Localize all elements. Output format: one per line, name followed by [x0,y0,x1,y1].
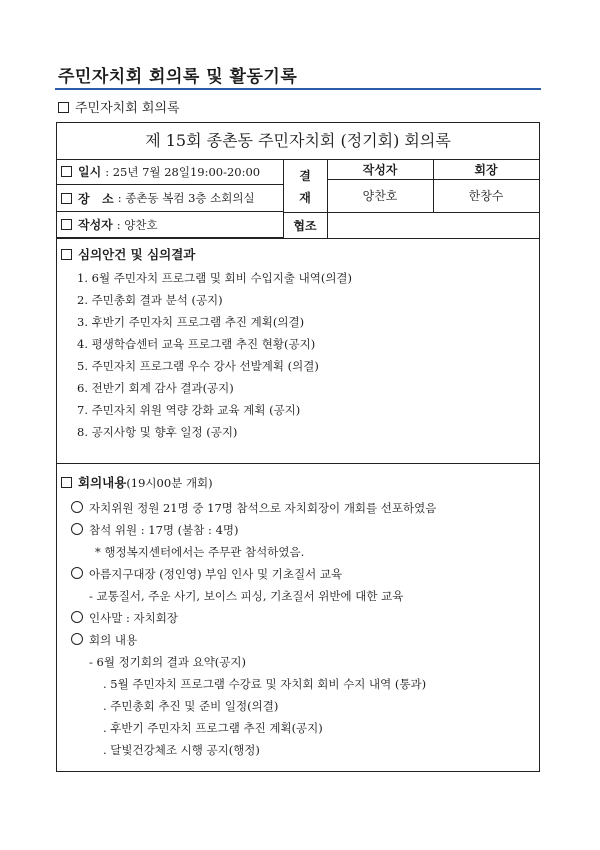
agenda-heading-label: 심의안건 및 심의결과 [78,247,196,262]
content-line [103,698,278,714]
approval-writer-name: 양찬호 [362,189,398,203]
approval-col-chair: 회장 [474,162,498,177]
content-line-text: - 6월 정기회의 결과 요약(공지) [89,655,246,669]
content-line [103,720,323,736]
approval-chair-name: 한창수 [468,189,504,203]
content-line-text: . 후반기 주민자치 프로그램 추진 계획(공지) [103,721,323,735]
content-heading [61,473,213,491]
circle-bullet-icon [71,567,83,579]
agenda-item: 7. 주민자치 위원 역량 강화 교육 계획 (공지) [77,403,301,417]
content-line [89,588,403,604]
content-heading-sub: (19시00분 개회) [126,476,213,490]
content-line [71,632,137,648]
content-line [71,610,178,626]
date-row [57,159,283,185]
content-line-text: * 행정복지센터에서는 주무관 참석하였음. [95,545,305,559]
date-value: : 25년 7월 28일19:00-20:00 [105,164,261,179]
writer-row [57,212,283,238]
content-line-text: . 5월 주민자치 프로그램 수강료 및 자치회 회비 수지 내역 (통과) [103,677,427,691]
content-line [71,566,342,582]
circle-bullet-icon [71,611,83,623]
content-line-text: 자치위원 정원 21명 중 17명 참석으로 자치회장이 개회를 선포하였음 [89,501,437,515]
content-line-text: . 달빛건강체조 시행 공지(행정) [103,743,260,757]
place-label: 장 소 [78,191,114,206]
content-heading-label: 회의내용 [78,475,127,490]
grid-line [57,238,539,239]
content-line-text: 아름지구대장 (정인영) 부임 인사 및 기초질서 교육 [89,567,343,581]
title-underline [55,88,541,90]
content-line-text: 참석 위원 : 17명 (불참 : 4명) [89,523,239,537]
content-line [71,522,238,538]
agenda-item: 4. 평생학습센터 교육 프로그램 추진 현황(공지) [77,337,316,351]
writer-label: 작성자 [78,218,113,232]
approval-label-top: 결 [299,168,311,183]
place-value: : 종촌동 복컴 3층 소회의실 [117,191,255,205]
approval-label-bottom: 재 [299,190,311,205]
checkbox-square-icon [61,166,72,177]
content-line-text: - 교통질서, 주운 사기, 보이스 피싱, 기초질서 위반에 대한 교육 [89,589,404,603]
agenda-item: 6. 전반기 회계 감사 결과(공지) [77,381,234,395]
page-title: 주민자치회 회의록 및 활동기록 [58,67,298,87]
agenda-item: 5. 주민자치 프로그램 우수 강사 선발계획 (의결) [77,359,319,373]
agenda-heading [61,245,195,263]
agenda-item: 8. 공지사항 및 향후 일정 (공지) [77,425,238,439]
section-heading [58,97,180,116]
agenda-item: 1. 6월 주민자치 프로그램 및 회비 수입지출 내역(의결) [77,271,353,285]
minutes-form [56,122,540,772]
checkbox-square-icon [61,477,72,488]
content-line [71,500,436,516]
place-row [57,185,283,212]
date-label: 일시 [78,165,102,179]
checkbox-square-icon [61,219,72,230]
content-line [89,654,246,670]
checkbox-square-icon [61,193,72,204]
approval-col-writer: 작성자 [362,162,398,177]
agenda-item: 2. 주민총회 결과 분석 (공지) [77,293,223,307]
content-line-text: . 주민총회 추진 및 준비 일정(의결) [103,699,279,713]
circle-bullet-icon [71,501,83,513]
content-line-text: 회의 내용 [89,633,138,647]
circle-bullet-icon [71,523,83,535]
content-line [103,742,260,758]
content-line-text: 인사말 : 자치회장 [89,611,178,625]
cooperation-label: 협조 [293,218,317,233]
checkbox-square-icon [61,249,72,260]
section-heading-label: 주민자치회 회의록 [75,101,180,116]
agenda-item: 3. 후반기 주민자치 프로그램 추진 계획(의결) [77,315,305,329]
checkbox-square-icon [58,102,69,113]
writer-value: : 양찬호 [116,217,158,232]
content-line [95,544,304,560]
content-line [103,676,426,692]
meeting-title: 제 15회 종촌동 주민자치회 (정기회) 회의록 [57,123,539,160]
section-divider [57,463,539,464]
circle-bullet-icon [71,633,83,645]
